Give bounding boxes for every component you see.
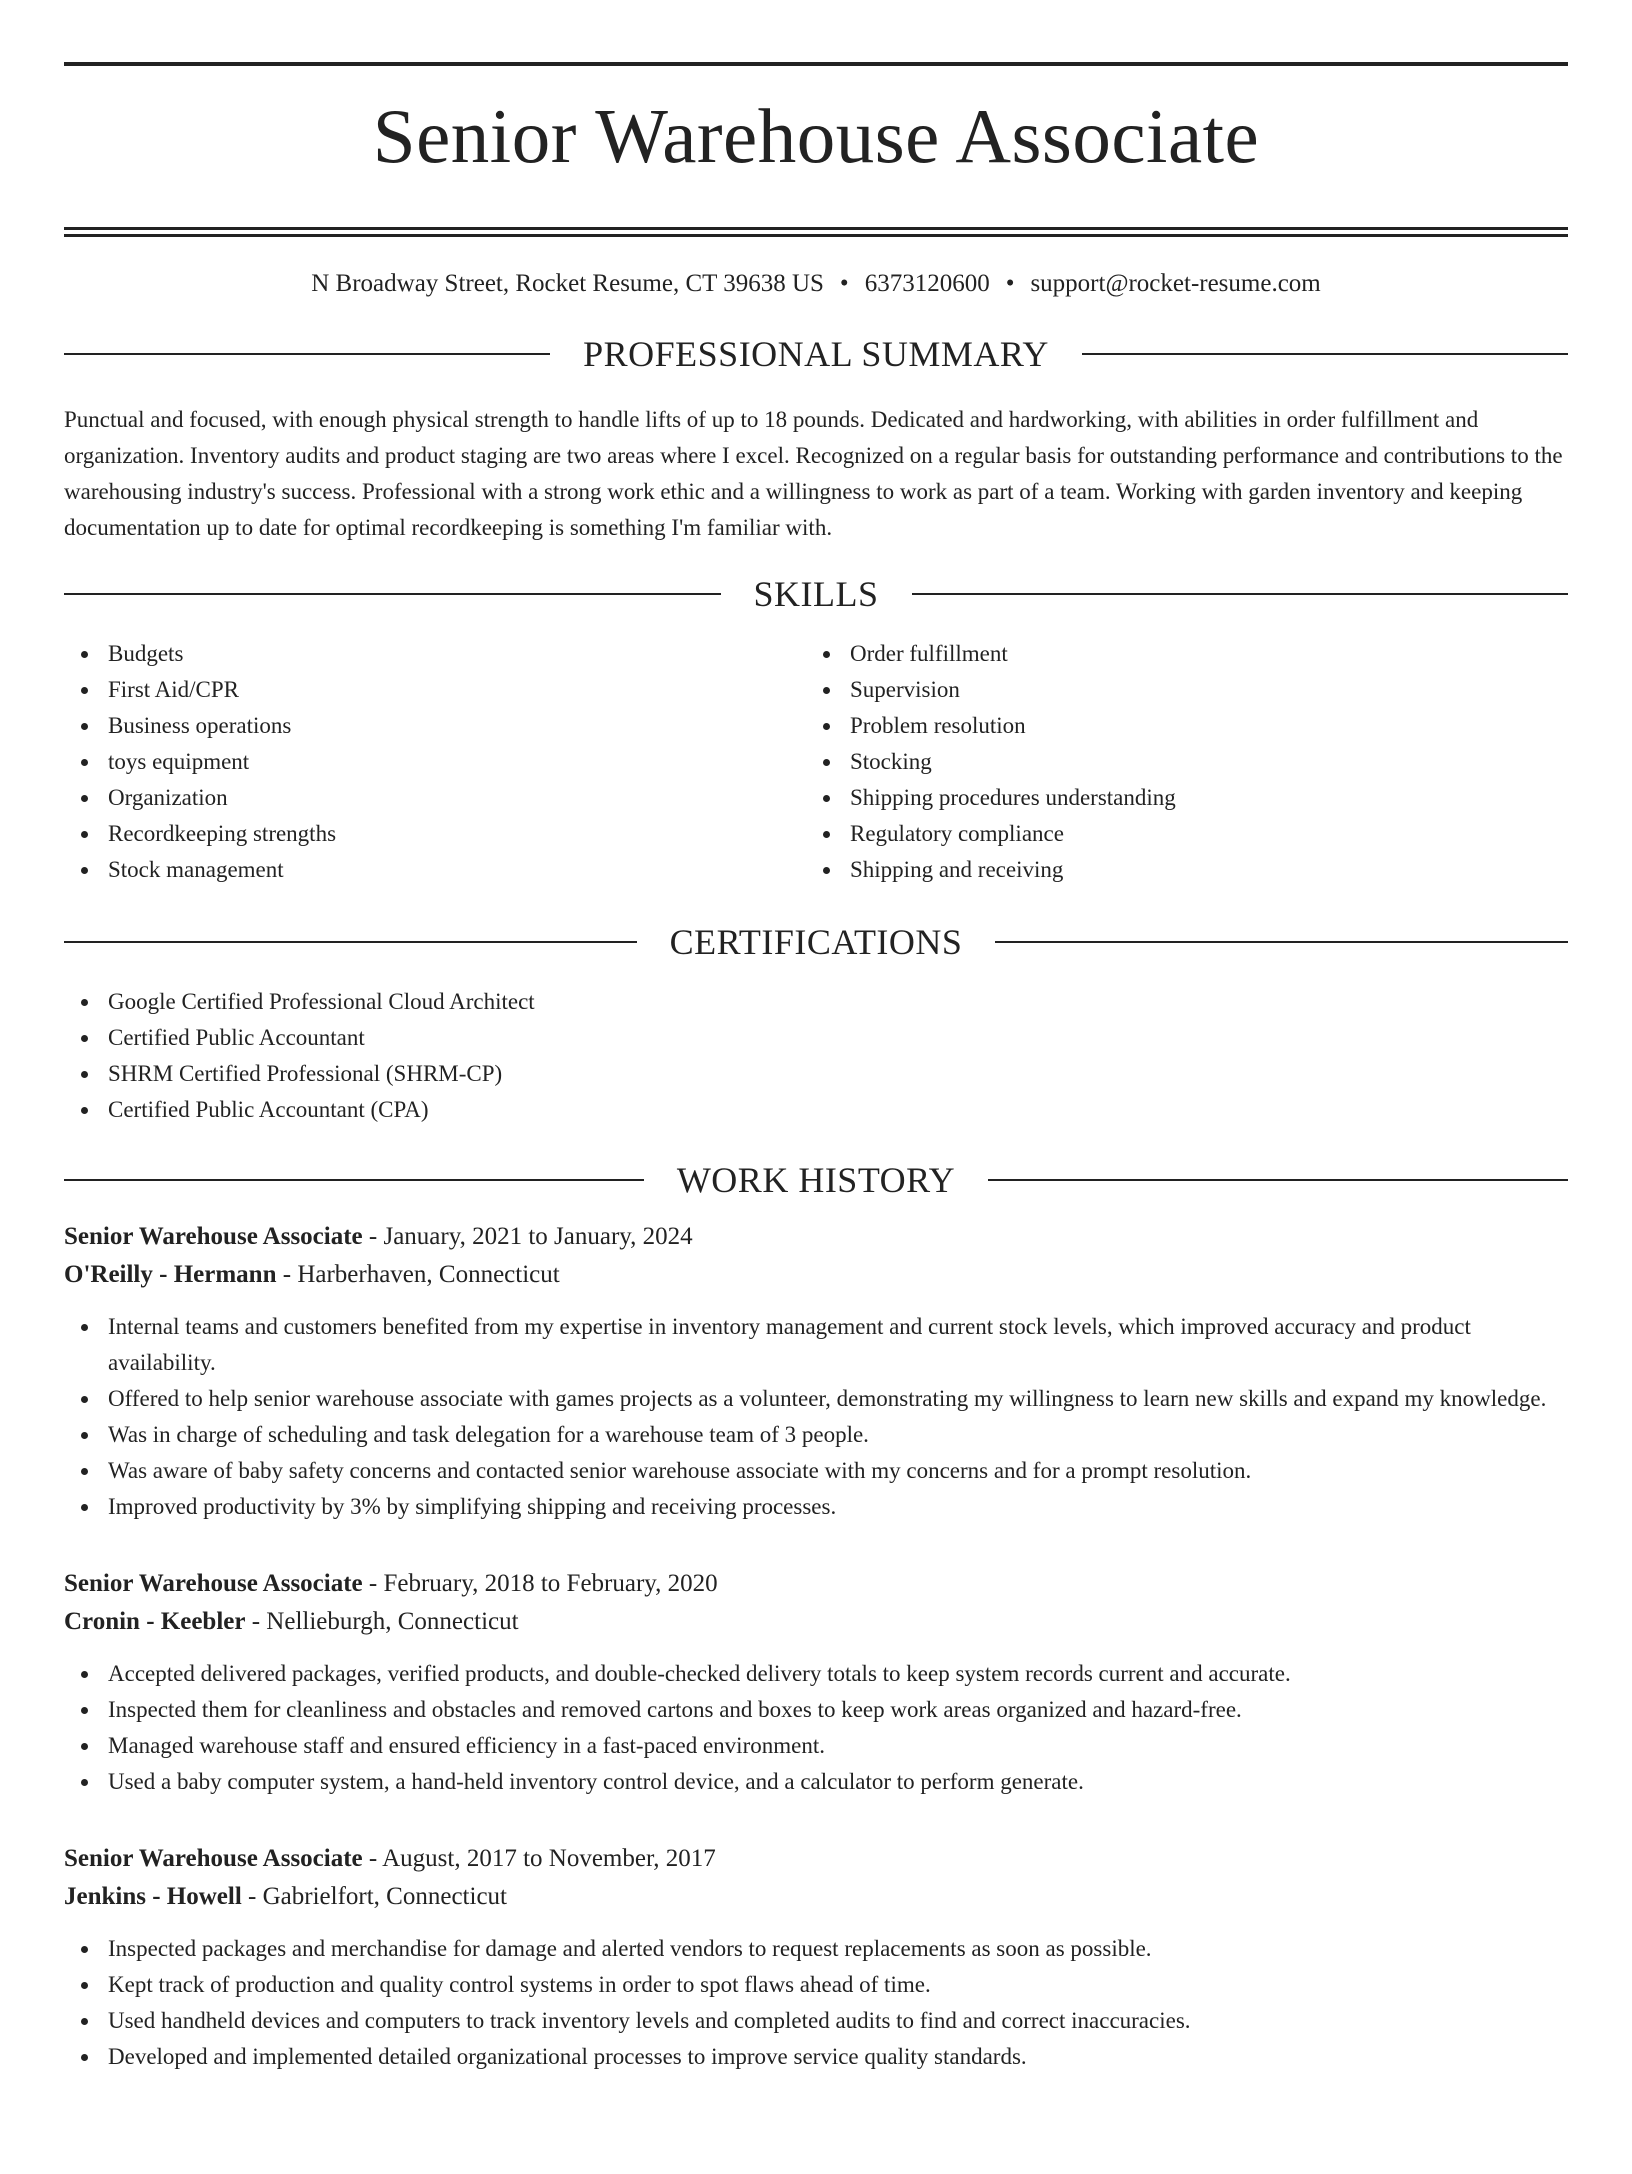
contact-separator: • xyxy=(1005,269,1015,297)
job-dash: - xyxy=(362,1222,384,1250)
job-role: Senior Warehouse Associate xyxy=(64,1844,363,1872)
job-bullets xyxy=(64,1309,1568,1525)
job-entry xyxy=(64,1218,1568,1525)
heading-rule-left xyxy=(64,353,550,355)
contact-address: N Broadway Street, Rocket Resume, CT 39638 US xyxy=(311,269,824,297)
job-role: Senior Warehouse Associate xyxy=(64,1569,363,1597)
job-role: Senior Warehouse Associate xyxy=(64,1222,363,1250)
job-bullet: Used handheld devices and computers to track inventory levels and completed audits to find and correct inaccuracies. xyxy=(108,2003,1568,2039)
job-dash: - xyxy=(276,1260,298,1288)
job-bullet: Kept track of production and quality control systems in order to spot flaws ahead of time. xyxy=(108,1967,1568,2003)
job-bullet: Improved productivity by 3% by simplifying shipping and receiving processes. xyxy=(108,1489,1568,1525)
skill-item: Regulatory compliance xyxy=(850,816,1548,852)
skill-item: Stock management xyxy=(108,852,806,888)
skills-columns xyxy=(64,636,1568,888)
job-company-line xyxy=(64,1603,1568,1641)
heading-rule-left xyxy=(64,1179,644,1181)
job-location: Harberhaven, Connecticut xyxy=(297,1260,560,1288)
heading-rule-right xyxy=(912,593,1569,595)
contact-line xyxy=(64,271,1568,296)
skill-item: Problem resolution xyxy=(850,708,1548,744)
job-location: Gabrielfort, Connecticut xyxy=(262,1882,507,1910)
work-heading xyxy=(64,1159,1568,1200)
job-bullet: Was aware of baby safety concerns and contacted senior warehouse associate with my concerns and for a prompt resolution. xyxy=(108,1453,1568,1489)
certification-item: Google Certified Professional Cloud Architect xyxy=(108,984,1568,1020)
job-dash: - xyxy=(241,1882,263,1910)
contact-email[interactable]: support@rocket-resume.com xyxy=(1030,269,1321,297)
heading-rule-left xyxy=(64,593,721,595)
job-bullet: Was in charge of scheduling and task delegation for a warehouse team of 3 people. xyxy=(108,1417,1568,1453)
job-dash: - xyxy=(362,1844,383,1872)
skills-heading xyxy=(64,573,1568,614)
certification-item: Certified Public Accountant xyxy=(108,1020,1568,1056)
skills-column-left xyxy=(64,636,806,888)
heading-rule-right xyxy=(1082,353,1568,355)
certifications-title: CERTIFICATIONS xyxy=(669,921,963,962)
skill-item: First Aid/CPR xyxy=(108,672,806,708)
job-dates: January, 2021 to January, 2024 xyxy=(383,1222,693,1250)
skill-item: toys equipment xyxy=(108,744,806,780)
job-role-line xyxy=(64,1218,1568,1256)
job-bullet: Internal teams and customers benefited from my expertise in inventory management and current stock levels, which improved accuracy and product availability. xyxy=(108,1309,1568,1381)
skill-item: Budgets xyxy=(108,636,806,672)
certifications-heading xyxy=(64,921,1568,962)
job-bullet: Accepted delivered packages, verified products, and double-checked delivery totals to keep system records current and accurate. xyxy=(108,1656,1568,1692)
summary-text: Punctual and focused, with enough physical strength to handle lifts of up to 18 pounds. Dedicated and hardworking, with abilities in order fulfillment and organization. Inventory audits and product staging are two areas where I excel. Recognized on a regular basis for outstanding performance and contributions to the warehousing industry's success. Professional with a strong work ethic and a willingness to work as part of a team. Working with garden inventory and keeping documentation up to date for optimal recordkeeping is something I'm familiar with. xyxy=(64,406,1563,540)
heading-rule-right xyxy=(995,941,1568,943)
heading-rule-left xyxy=(64,941,637,943)
job-bullet: Developed and implemented detailed organizational processes to improve service quality standards. xyxy=(108,2039,1568,2075)
skill-item: Organization xyxy=(108,780,806,816)
job-company: Cronin - Keebler xyxy=(64,1607,246,1635)
heading-rule-right xyxy=(988,1179,1568,1181)
job-bullet: Used a baby computer system, a hand-held inventory control device, and a calculator to perform generate. xyxy=(108,1764,1568,1800)
work-history xyxy=(64,1218,1568,2075)
job-bullet: Offered to help senior warehouse associate with games projects as a volunteer, demonstrating my willingness to learn new skills and expand my knowledge. xyxy=(108,1381,1568,1417)
skills-list-left xyxy=(64,636,806,888)
job-company-line xyxy=(64,1878,1568,1916)
skills-title: SKILLS xyxy=(753,573,879,614)
skill-item: Business operations xyxy=(108,708,806,744)
job-dash: - xyxy=(245,1607,267,1635)
job-bullets xyxy=(64,1931,1568,2075)
job-location: Nellieburgh, Connecticut xyxy=(266,1607,519,1635)
skill-item: Supervision xyxy=(850,672,1548,708)
job-dates: February, 2018 to February, 2020 xyxy=(383,1569,718,1597)
job-bullet: Inspected them for cleanliness and obstacles and removed cartons and boxes to keep work areas organized and hazard-free. xyxy=(108,1692,1568,1728)
skill-item: Order fulfillment xyxy=(850,636,1548,672)
job-dash: - xyxy=(362,1569,384,1597)
contact-phone: 6373120600 xyxy=(864,269,990,297)
skills-list-right xyxy=(806,636,1548,888)
resume-title: Senior Warehouse Associate xyxy=(372,93,1260,179)
job-bullets xyxy=(64,1656,1568,1800)
job-company: Jenkins - Howell xyxy=(64,1882,242,1910)
summary-heading xyxy=(64,333,1568,374)
job-entry xyxy=(64,1565,1568,1800)
job-bullet: Managed warehouse staff and ensured efficiency in a fast-paced environment. xyxy=(108,1728,1568,1764)
job-company: O'Reilly - Hermann xyxy=(64,1260,277,1288)
certifications-block xyxy=(64,984,1568,1128)
job-company-line xyxy=(64,1256,1568,1294)
job-role-line xyxy=(64,1565,1568,1603)
top-rule xyxy=(64,62,1568,66)
contact-separator: • xyxy=(839,269,849,297)
skills-column-right xyxy=(806,636,1548,888)
summary-title: PROFESSIONAL SUMMARY xyxy=(583,333,1049,374)
job-entry xyxy=(64,1840,1568,2075)
job-bullet: Inspected packages and merchandise for damage and alerted vendors to request replacements as soon as possible. xyxy=(108,1931,1568,1967)
title-double-rule xyxy=(64,227,1568,237)
job-dates: August, 2017 to November, 2017 xyxy=(382,1844,716,1872)
work-title: WORK HISTORY xyxy=(676,1159,956,1200)
certification-item: Certified Public Accountant (CPA) xyxy=(108,1092,1568,1128)
job-role-line xyxy=(64,1840,1568,1878)
certification-item: SHRM Certified Professional (SHRM-CP) xyxy=(108,1056,1568,1092)
skill-item: Recordkeeping strengths xyxy=(108,816,806,852)
skill-item: Shipping procedures understanding xyxy=(850,780,1548,816)
certifications-list xyxy=(64,984,1568,1128)
skill-item: Stocking xyxy=(850,744,1548,780)
skill-item: Shipping and receiving xyxy=(850,852,1548,888)
resume-page xyxy=(0,62,1632,2174)
